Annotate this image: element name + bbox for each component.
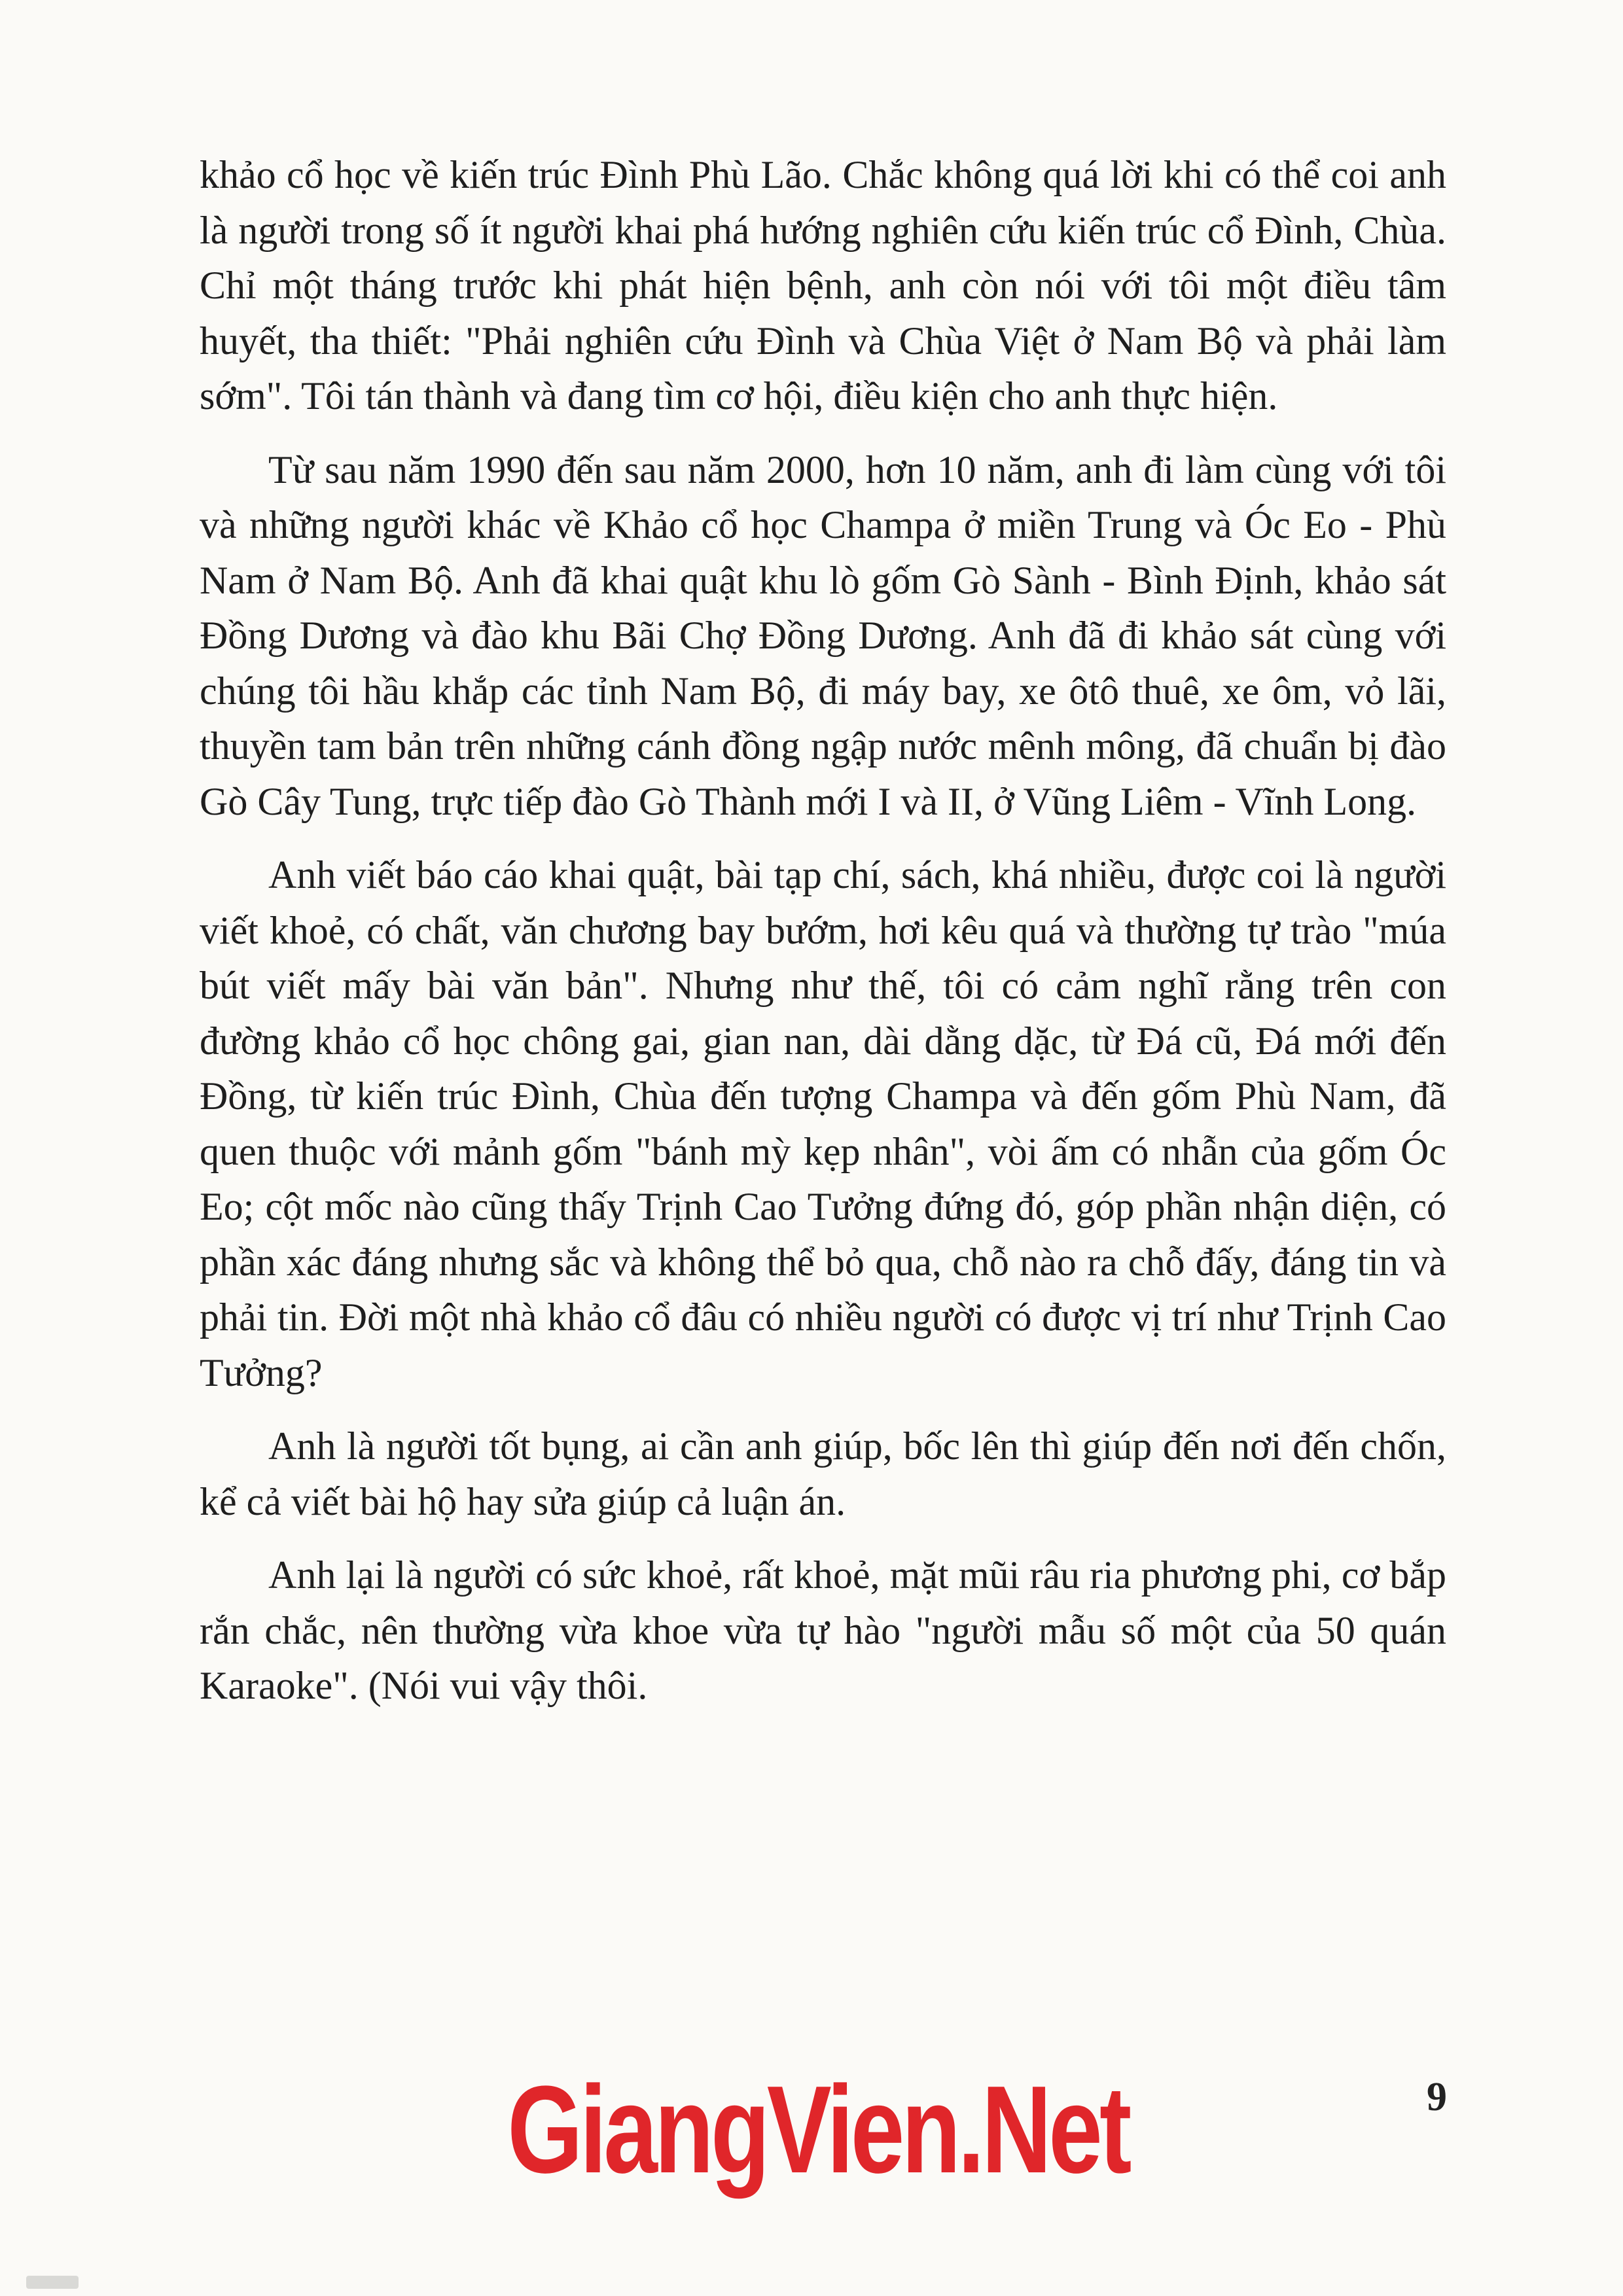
paragraph-5: Anh lại là người có sức khoẻ, rất khoẻ, mặt mũi râu ria phương phi, cơ bắp rắn chắc, nên thường vừa khoe vừa tự hào "người mẫu số một của 50 quán Karaoke". (Nói vui vậy thôi.: [200, 1553, 1446, 1707]
body-text: [200, 147, 1446, 1732]
page-number: 9: [1427, 2075, 1447, 2119]
paragraph-2: Từ sau năm 1990 đến sau năm 2000, hơn 10 năm, anh đi làm cùng với tôi và những người khác về Khảo cổ học Champa ở miền Trung và Óc Eo - Phù Nam ở Nam Bộ. Anh đã khai quật khu lò gốm Gò Sành - Bình Định, khảo sát Đồng Dương và đào khu Bãi Chợ Đồng Dương. Anh đã đi khảo sát cùng với chúng tôi hầu khắp các tỉnh Nam Bộ, đi máy bay, xe ôtô thuê, xe ôm, vỏ lãi, thuyền tam bản trên những cánh đồng ngập nước mênh mông, đã chuẩn bị đào Gò Cây Tung, trực tiếp đào Gò Thành mới I và II, ở Vũng Liêm - Vĩnh Long.: [200, 448, 1446, 823]
paragraph-3: Anh viết báo cáo khai quật, bài tạp chí, sách, khá nhiều, được coi là người viết khoẻ, có chất, văn chương bay bướm, hơi kêu quá và thường tự trào "múa bút viết mấy bài văn bản". Nhưng như thế, tôi có cảm nghĩ rằng trên con đường khảo cổ học chông gai, gian nan, dài dằng dặc, từ Đá cũ, Đá mới đến Đồng, từ kiến trúc Đình, Chùa đến tượng Champa và đến gốm Phù Nam, đã quen thuộc với mảnh gốm "bánh mỳ kẹp nhân", vòi ấm có nhẫn của gốm Óc Eo; cột mốc nào cũng thấy Trịnh Cao Tưởng đứng đó, góp phần nhận diện, có phần xác đáng nhưng sắc và không thể bỏ qua, chỗ nào ra chỗ đấy, đáng tin và phải tin. Đời một nhà khảo cổ đâu có nhiều người có được vị trí như Trịnh Cao Tưởng?: [200, 853, 1446, 1394]
scan-edge-mark: [26, 2276, 79, 2289]
paragraph-4: Anh là người tốt bụng, ai cần anh giúp, bốc lên thì giúp đến nơi đến chốn, kể cả viết bài hộ hay sửa giúp cả luận án.: [200, 1424, 1446, 1523]
paragraph-1: khảo cổ học về kiến trúc Đình Phù Lão. Chắc không quá lời khi có thể coi anh là người trong số ít người khai phá hướng nghiên cứu kiến trúc cổ Đình, Chùa. Chỉ một tháng trước khi phát hiện bệnh, anh còn nói với tôi một điều tâm huyết, tha thiết: "Phải nghiên cứu Đình và Chùa Việt ở Nam Bộ và phải làm sớm". Tôi tán thành và đang tìm cơ hội, điều kiện cho anh thực hiện.: [200, 153, 1446, 417]
watermark-logo: GiangVien.Net: [507, 2060, 1129, 2199]
